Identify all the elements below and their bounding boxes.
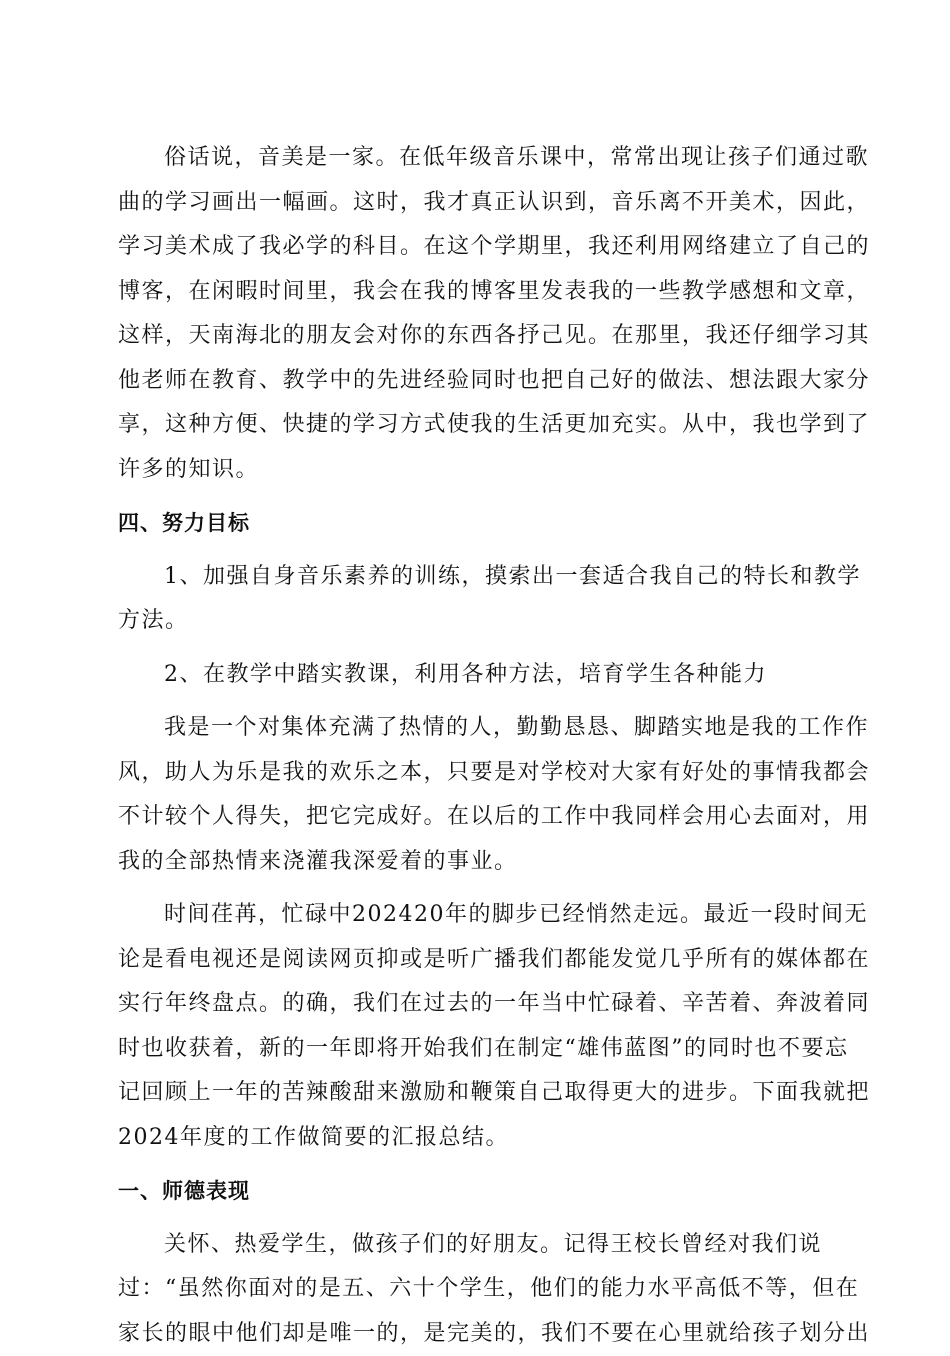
text-line: 学习美术成了我必学的科目。在这个学期里，我还利用网络建立了自己的 [118, 225, 838, 270]
text-line: 博客，在闲暇时间里，我会在我的博客里发表我的一些教学感想和文章， [118, 270, 838, 315]
text-line: 许多的知识。 [118, 448, 838, 493]
paragraph-music-art [118, 136, 838, 492]
text-line: 实行年终盘点。的确，我们在过去的一年当中忙碌着、辛苦着、奔波着同 [118, 982, 838, 1027]
paragraph-self-assessment [118, 706, 838, 884]
paragraph-goal-1 [118, 555, 838, 644]
text-line: 这样，天南海北的朋友会对你的东西各抒己见。在那里，我还仔细学习其 [118, 314, 838, 359]
text-line: 享，这种方便、快捷的学习方式使我的生活更加充实。从中，我也学到了 [118, 403, 838, 448]
text-line: 时间荏苒，忙碌中202420年的脚步已经悄然走远。最近一段时间无 [118, 893, 838, 938]
text-line: 他老师在教育、教学中的先进经验同时也把自己好的做法、想法跟大家分 [118, 359, 838, 404]
text-line: 不计较个人得失，把它完成好。在以后的工作中我同样会用心去面对，用 [118, 795, 838, 840]
text-line: 家长的眼中他们却是唯一的，是完美的，我们不要在心里就给孩子划分出 [118, 1312, 838, 1356]
text-line: 论是看电视还是阅读网页抑或是听广播我们都能发觉几乎所有的媒体都在 [118, 938, 838, 983]
paragraph-care-students [118, 1223, 838, 1356]
text-line: 记回顾上一年的苦辣酸甜来激励和鞭策自己取得更大的进步。下面我就把 [118, 1071, 838, 1116]
text-line: 2、在教学中踏实教课，利用各种方法，培育学生各种能力 [118, 653, 838, 698]
text-line: 俗话说，音美是一家。在低年级音乐课中，常常出现让孩子们通过歌 [118, 136, 838, 181]
text-line: 时也收获着，新的一年即将开始我们在制定“雄伟蓝图”的同时也不要忘 [118, 1027, 838, 1072]
text-line: 方法。 [118, 599, 838, 644]
text-line: 风，助人为乐是我的欢乐之本，只要是对学校对大家有好处的事情我都会 [118, 751, 838, 796]
text-line: 我是一个对集体充满了热情的人，勤勤恳恳、脚踏实地是我的工作作 [118, 706, 838, 751]
section-heading-goals: 四、努力目标 [118, 501, 838, 546]
text-line: 我的全部热情来浇灌我深爱着的事业。 [118, 840, 838, 885]
text-line: 2024年度的工作做简要的汇报总结。 [118, 1116, 838, 1161]
paragraph-goal-2 [118, 653, 838, 698]
paragraph-year-summary [118, 893, 838, 1160]
section-heading-ethics: 一、师德表现 [118, 1169, 838, 1214]
document-body [118, 136, 838, 1356]
text-line: 关怀、热爱学生，做孩子们的好朋友。记得王校长曾经对我们说 [118, 1223, 838, 1268]
text-line: 曲的学习画出一幅画。这时，我才真正认识到，音乐离不开美术，因此， [118, 181, 838, 226]
text-line: 过：“虽然你面对的是五、六十个学生，他们的能力水平高低不等，但在 [118, 1267, 838, 1312]
text-line: 1、加强自身音乐素养的训练，摸索出一套适合我自己的特长和教学 [118, 555, 838, 600]
